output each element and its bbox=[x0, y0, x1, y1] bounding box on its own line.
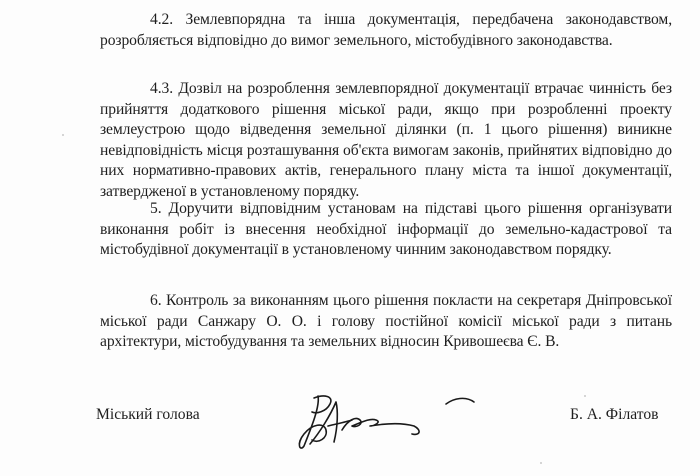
paragraph-6 bbox=[100, 291, 672, 353]
paragraph-text: 6. Контроль за виконанням цього рішення покласти на секретаря Дніпровської міської ради Санжару О. О. і голову постійної комісії міської ради з питань архітектури, містобудування та земельних відносин Кривошеєва Є. В. bbox=[100, 292, 672, 351]
signer-position-label: Міський голова bbox=[96, 406, 200, 423]
paragraph-4-2 bbox=[100, 10, 672, 51]
paragraph-text: 4.2. Землевпорядна та інша документація, передбачена законодавством, розробляється відповідно до вимог земельного, містобудівного законодавства. bbox=[100, 11, 672, 49]
handwritten-signature-icon bbox=[290, 386, 490, 456]
signer-name: Б. А. Філатов bbox=[570, 406, 659, 423]
scan-speck bbox=[584, 395, 586, 397]
paragraph-text: 5. Доручити відповідним установам на підставі цього рішення організувати виконання робіт із внесення необхідної інформації до земельно-кадастрової та містобудівної документації в установленому чинним законодавством порядку. bbox=[100, 200, 672, 259]
paragraph-text: 4.3. Дозвіл на розроблення землевпорядної документації втрачає чинність без прийняття додаткового рішення міської ради, якщо при розробленні проекту землеустрою щодо відведення земельної ділянки (п. 1 цього рішення) виникне невідповідність місця розташування об'єкта вимогам законів, прийнятих відповідно до них нормативно-правових актів, генерального плану міста та іншої документації, затвердженої в установленому порядку. bbox=[100, 80, 672, 200]
scan-speck bbox=[540, 462, 542, 464]
paragraph-5 bbox=[100, 199, 672, 261]
paragraph-4-3 bbox=[100, 79, 672, 203]
scan-speck bbox=[62, 134, 64, 136]
